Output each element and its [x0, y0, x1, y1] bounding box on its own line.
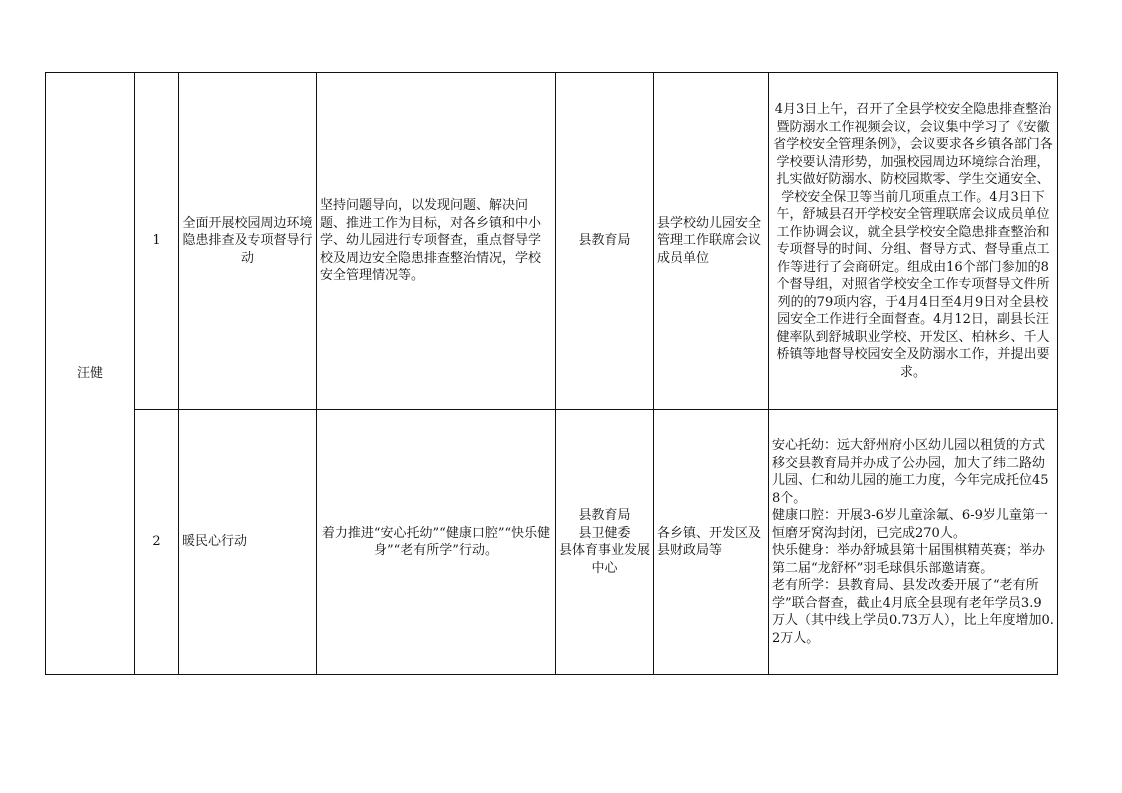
lead-unit: 县教育局: [578, 233, 631, 249]
coop-units: 各乡镇、开发区及县财政局等: [654, 410, 769, 675]
progress-paragraph: 老有所学：县教育局、县发改委开展了“老有所学”联合督查，截止4月底全县现有老年学员3.9万人（其中线上学员0.73万人），比上年度增加0.2万人。: [772, 578, 1054, 646]
task-name: 全面开展校园周边环境隐患排查及专项督导行动: [179, 73, 317, 410]
task-requirement: 着力推进“安心托幼”“健康口腔”“快乐健身”“老有所学”行动。: [317, 410, 556, 675]
lead-unit: 县卫健委: [578, 525, 631, 541]
lead-unit: 县体育事业发展中心: [559, 543, 651, 576]
progress-cell: [769, 73, 1058, 410]
progress-paragraph: 安心托幼：远大舒州府小区幼儿园以租赁的方式移交县教育局并办成了公办园，加大了纬二路幼儿园、仁和幼儿园的施工力度，今年完成托位458个。: [772, 438, 1049, 506]
lead-units: [556, 410, 654, 675]
progress-paragraph: 4月3日上午，召开了全县学校安全隐患排查整治暨防溺水工作视频会议，会议集中学习了《安徽省学校安全管理条例》，会议要求各乡镇各部门各学校要认清形势，加强校园周边环境综合治理，扎实做好防溺水、防校园欺零、学生交通安全、学校安全保卫等当前几项重点工作。4月3日下午，舒城县召开学校安全管理联席会议成员单位工作协调会议，就全县学校安全隐患排查整治和专项督导的时间、分组、督导方式、督导重点工作等进行了会商研定。组成由16个部门参加的8个督导组，对照省学校安全工作专项督导文件所列的的79项内容，于4月4日至4月9日对全县校园安全工作进行全面督查。4月12日，副县长汪健率队到舒城职业学校、开发区、柏林乡、千人桥镇等地督导校园安全及防溺水工作，并提出要求。: [773, 102, 1053, 380]
lead-units: [556, 73, 654, 410]
row-number: 2: [135, 410, 179, 675]
task-name: 暖民心行动: [179, 410, 317, 675]
progress-paragraph: 健康口腔：开展3-6岁儿童涂氟、6-9岁儿童第一恒磨牙窝沟封闭，已完成270人。: [772, 508, 1048, 541]
table-row: [46, 410, 1058, 675]
progress-paragraph: 快乐健身：举办舒城县第十届围棋精英赛；举办第二届“龙舒杯”羽毛球俱乐部邀请赛。: [772, 543, 1046, 576]
coop-units: 县学校幼儿园安全管理工作联席会议成员单位: [654, 73, 769, 410]
row-number: 1: [135, 73, 179, 410]
leader-cell: 汪健: [46, 73, 135, 675]
lead-unit: 县教育局: [578, 508, 631, 523]
task-requirement: 坚持问题导向，以发现问题、解决问题、推进工作为目标，对各乡镇和中小学、幼儿园进行专项督查，重点督导学校及周边安全隐患排查整治情况，学校安全管理情况等。: [317, 73, 556, 410]
table-row: [46, 73, 1058, 410]
progress-cell: [769, 410, 1058, 675]
task-table: [45, 72, 1058, 675]
